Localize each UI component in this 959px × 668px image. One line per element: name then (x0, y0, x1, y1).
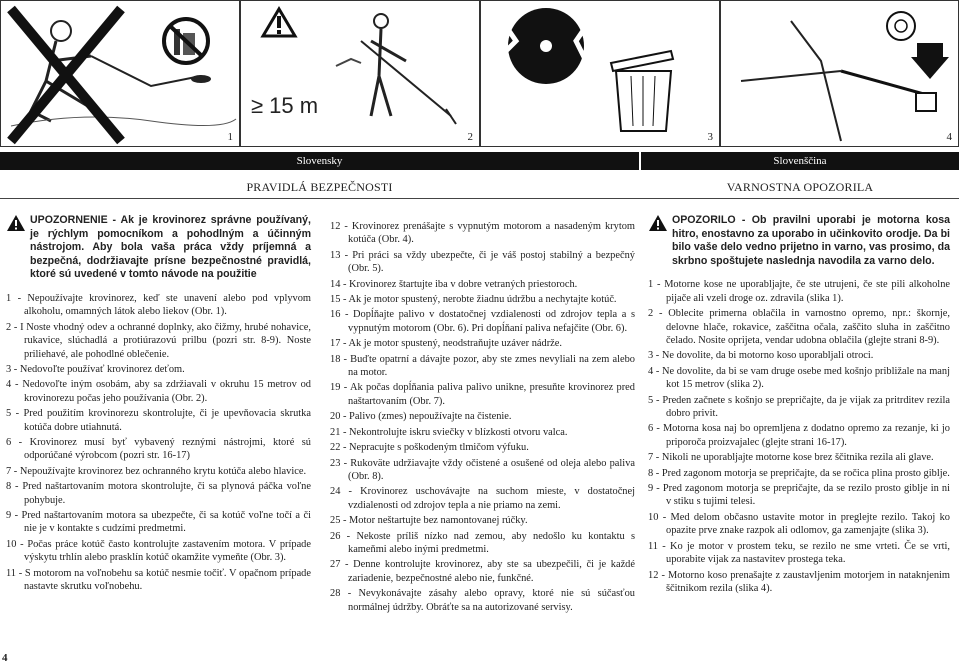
section-title-slovak: PRAVIDLÁ BEZPEČNOSTI (246, 180, 393, 194)
list-item: 2 - I Noste vhodný odev a ochranné doplnky, ako čižmy, hrubé nohavice, rukavice, slúchadlá a protiúrazovú prilbu (pozri str. 8-9). Noste priliehavé, ale pohodlné oblečenie. (6, 321, 311, 360)
list-item: 25 - Motor neštartujte bez namontovanej rúčky. (330, 515, 528, 527)
list-item: 17 - Ak je motor spustený, neodstraňujte uzáver nádrže. (330, 338, 562, 350)
list-item: 14 - Krovinorez štartujte iba v dobre vetraných priestoroch. (330, 278, 578, 290)
list-item: 5 - Pred použitím krovinorezu skontrolujte, či je upevňovacia skrutka kotúča dobre utiahnutá. (6, 408, 311, 433)
figure-2-number: 2 (467, 131, 473, 143)
list-item: 26 - Nekoste príliš nízko nad zemou, aby nedošlo ku kontaktu s kameňmi alebo inými predmetmi. (330, 530, 635, 555)
figure-4-number: 4 (946, 131, 952, 143)
blade-guard-transport-illustration (721, 1, 959, 147)
list-item: 8 - Pred zagonom motorja se prepričajte, da se ročica plina prosto giblje. (648, 467, 950, 479)
list-item: 8 - Pred naštartovaním motora skontrolujte, či sa plynová páčka voľne pohybuje. (6, 481, 311, 506)
list-item: 11 - Ko je motor v prostem teku, se rezilo ne sme vrteti. Če se vrti, uporabite vijak za nastavitev prostega teka. (648, 540, 950, 566)
list-item: 18 - Buďte opatrní a dávajte pozor, aby ste zmes nevyliali na zem alebo na motor. (330, 353, 635, 379)
figure-1-number: 1 (227, 131, 233, 143)
list-item: 9 - Pred naštartovaním motora sa ubezpečte, či sa kotúč voľne točí a či nie je v kontakte s cudzími predmetmi. (6, 510, 311, 535)
list-item: 3 - Ne dovolite, da bi motorno koso uporabljali otroci. (648, 350, 874, 362)
list-item: 6 - Krovinorez musí byť vybavený reznými nástrojmi, ktoré sú odporúčané výrobcom (pozri str. 16-17) (6, 437, 311, 462)
safety-distance-label: ≥ 15 m (251, 93, 319, 118)
list-item: 4 - Ne dovolite, da bi se vam druge osebe med košnjo približale na manj kot 15 metrov (slika 2). (648, 365, 950, 391)
damaged-blade-disposal-illustration (481, 1, 720, 147)
arrow-down-icon (911, 57, 949, 79)
list-item: 22 - Nepracujte s poškodeným tlmičom výfuku. (330, 442, 529, 454)
list-item: 7 - Nepoužívajte krovinorez bez ochranného krytu kotúča alebo hlavice. (6, 465, 307, 477)
list-item: 1 - Nepoužívajte krovinorez, keď ste unavení alebo pod vplyvom alkoholu, omamných látok alebo liekov (Obr. 1). (6, 292, 311, 318)
list-item: 10 - Počas práce kotúč často kontrolujte zastavením motora. V prípade výskytu trhlín alebo prasklín kotúč okamžite vymeňte (Obr. 3). (6, 538, 311, 564)
list-item: 20 - Palivo (zmes) nepoužívajte na čistenie. (330, 411, 512, 423)
page-number: 4 (2, 652, 8, 664)
list-item: 12 - Krovinorez prenášajte s vypnutým motorom a nasadeným krytom kotúča (Obr. 4). (330, 221, 635, 246)
list-item: 3 - Nedovoľte používať krovinorez deťom. (6, 364, 185, 375)
list-item: 12 - Motorno koso prenašajte z zaustavljenim motorjem in nataknjenim ščitnikom rezila (slika 4). (648, 569, 950, 594)
list-item: 23 - Rukoväte udržiavajte vždy očistené a osušené od oleja alebo paliva (Obr. 8). (330, 457, 635, 482)
list-item: 10 - Med delom občasno ustavite motor in preglejte rezilo. Takoj ko opazite prve znake razpok ali odlomov, ga zamenjajte (slika 3). (648, 511, 950, 537)
figure-3-number: 3 (707, 131, 713, 143)
list-item: 9 - Pred zagonom motorja se prepričajte, da se rezilo prosto giblje in ni v stiku s tujimi telesi. (648, 483, 950, 508)
list-item: 11 - S motorom na voľnobehu sa kotúč nesmie točiť. V opačnom prípade nastavte skrutku voľnobehu. (6, 567, 311, 593)
figure-strip (0, 0, 959, 148)
figure-1 (0, 0, 240, 147)
list-item: 21 - Nekontrolujte iskru sviečky v blízkosti otvoru valca. (330, 426, 568, 438)
figure-4 (720, 0, 959, 147)
section-divider (0, 198, 959, 199)
list-item: 4 - Nedovoľte iným osobám, aby sa zdržiavali v okruhu 15 metrov od krovinorezu počas jeho používania (Obr. 2). (6, 379, 311, 404)
slovak-column-1 (6, 214, 311, 596)
warning-icon (6, 214, 26, 232)
safety-distance-illustration (241, 1, 480, 147)
list-item: 24 - Krovinorez uschovávajte na suchom mieste, v dostatočnej vzdialenosti od zdrojov tepla a nie priamo na zemi. (330, 486, 635, 511)
warning-icon (648, 214, 668, 232)
list-item: 27 - Denne kontrolujte krovinorez, aby ste sa ubezpečili, či je každé zariadenie, bezpečnostné alebo nie, funkčné. (330, 559, 635, 584)
figure-3 (480, 0, 720, 147)
list-item: 7 - Nikoli ne uporabljajte motorne kose brez ščitnika rezila ali glave. (648, 452, 934, 464)
no-alcohol-sign (161, 11, 211, 81)
section-title-slovenian: VARNOSTNA OPOZORILA (726, 180, 874, 194)
figure-2 (240, 0, 480, 147)
slovenian-column (648, 214, 950, 597)
list-item: 6 - Motorna kosa naj bo opremljena z dodatno opremo za rezanje, ki jo priporoča proizvajalec (glejte strani 16-17). (648, 423, 950, 448)
list-item: 13 - Pri práci sa vždy ubezpečte, či je váš postoj stabilný a bezpečný (Obr. 5). (330, 249, 635, 275)
list-item: 2 - Oblecite primerna oblačila in varnostno opremo, npr.: škornje, delovne hlače, rokavice, zaščitna očala, zaščito sluha in zaščitno čelado. Nosite oprijeta, vendar udobna oblačila (glejte strani 8-9). (648, 308, 950, 346)
list-item: 1 - Motorne kose ne uporabljajte, če ste utrujeni, če ste pili alkoholne pijače ali vzeli droge oz. zdravila (slika 1). (648, 279, 950, 304)
list-item: 16 - Dopĺňajte palivo v dostatočnej vzdialenosti od zdrojov tepla a s vypnutým motorom (Obr. 6). Pri dopĺňaní paliva nefajčite (Obr. 6). (330, 309, 635, 334)
language-bar-slovak: Slovensky (0, 152, 639, 170)
list-item: 15 - Ak je motor spustený, nerobte žiadnu údržbu a nechytajte kotúč. (330, 294, 617, 306)
list-item: 19 - Ak počas dopĺňania paliva palivo unikne, presuňte krovinorez pred naštartovaním (Obr. 7). (330, 382, 635, 407)
slovak-warning: UPOZORNENIE - Ak je krovinorez správne používaný, je rýchlym pomocníkom a pohodlným a účinným nástrojom. Aby bola vaša práca vždy príjemná a bezpečná, dodržiavajte prísne bezpečnostné pravidlá, ktoré sú uvedené v tomto návode na použitie (6, 214, 311, 282)
language-bar-slovenian: Slovenščina (641, 152, 959, 170)
slovenian-warning: OPOZORILO - Ob pravilni uporabi je motorna kosa hitro, enostavno za uporabo in učinkovito orodje. Da bi bilo vaše delo vedno prijetno in varno, vas prosimo, da skrbno spoštujete naslednja navodila za varno delo. (648, 214, 950, 268)
slovak-column-2 (330, 220, 635, 616)
list-item: 28 - Nevykonávajte zásahy alebo opravy, ktoré nie sú súčasťou normálnej údržby. Obráťte sa na autorizované servisy. (330, 588, 635, 613)
list-item: 5 - Preden začnete s košnjo se prepričajte, da je vijak za pritrditev rezila dobro privit. (648, 394, 950, 420)
